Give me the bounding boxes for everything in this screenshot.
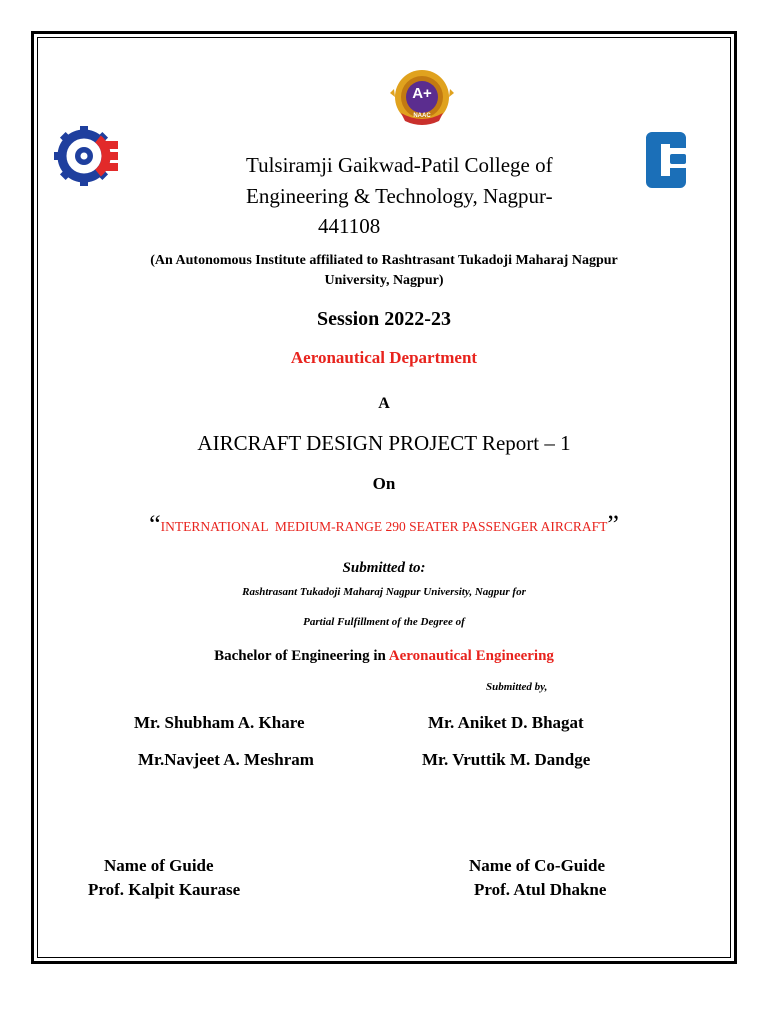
- naac-badge: [387, 67, 457, 129]
- degree-line: [0, 646, 768, 666]
- submitted-to-label: Submitted to:: [342, 560, 426, 576]
- right-logo-icon: [646, 132, 686, 188]
- naac-grade: A+: [412, 85, 432, 102]
- student-name-4: Mr. Vruttik M. Dandge: [422, 750, 591, 769]
- submitted-by-label: Submitted by,: [486, 681, 548, 693]
- co-guide-label: Name of Co-Guide: [469, 856, 605, 875]
- university-line: Rashtrasant Tukadoji Maharaj Nagpur University, Nagpur for: [242, 586, 526, 598]
- student-name-2: Mr. Aniket D. Bhagat: [428, 713, 584, 732]
- open-quote: “: [149, 510, 161, 539]
- college-name-line3: 441108: [318, 214, 381, 238]
- college-name-line1: Tulsiramji Gaikwad-Patil College of: [246, 153, 553, 177]
- college-gear-logo-icon: [52, 123, 124, 189]
- affiliation-line2: University, Nagpur): [324, 273, 444, 288]
- on-label: On: [372, 474, 396, 493]
- project-title-text: INTERNATIONAL MEDIUM-RANGE 290 SEATER PASSENGER AIRCRAFT: [160, 519, 608, 534]
- degree-prefix: Bachelor of Engineering in: [214, 648, 389, 664]
- student-name-3: Mr.Navjeet A. Meshram: [138, 750, 314, 769]
- degree-field: Aeronautical Engineering: [388, 648, 554, 664]
- naac-label: NAAC: [413, 113, 431, 119]
- college-name-line2: Engineering & Technology, Nagpur-: [246, 184, 553, 208]
- session: Session 2022-23: [317, 308, 451, 330]
- department: Aeronautical Department: [290, 348, 478, 367]
- guide-name: Prof. Kalpit Kaurase: [88, 880, 241, 899]
- close-quote: ”: [607, 510, 619, 539]
- guide-label: Name of Guide: [104, 856, 214, 875]
- report-title: AIRCRAFT DESIGN PROJECT Report – 1: [197, 431, 571, 455]
- affiliation-line1: (An Autonomous Institute affiliated to Rashtrasant Tukadoji Maharaj Nagpur: [150, 253, 618, 268]
- project-title: [0, 512, 768, 540]
- article: A: [378, 395, 390, 412]
- fulfillment-line: Partial Fulfillment of the Degree of: [303, 616, 465, 628]
- co-guide-name: Prof. Atul Dhakne: [474, 880, 607, 899]
- student-name-1: Mr. Shubham A. Khare: [134, 713, 305, 732]
